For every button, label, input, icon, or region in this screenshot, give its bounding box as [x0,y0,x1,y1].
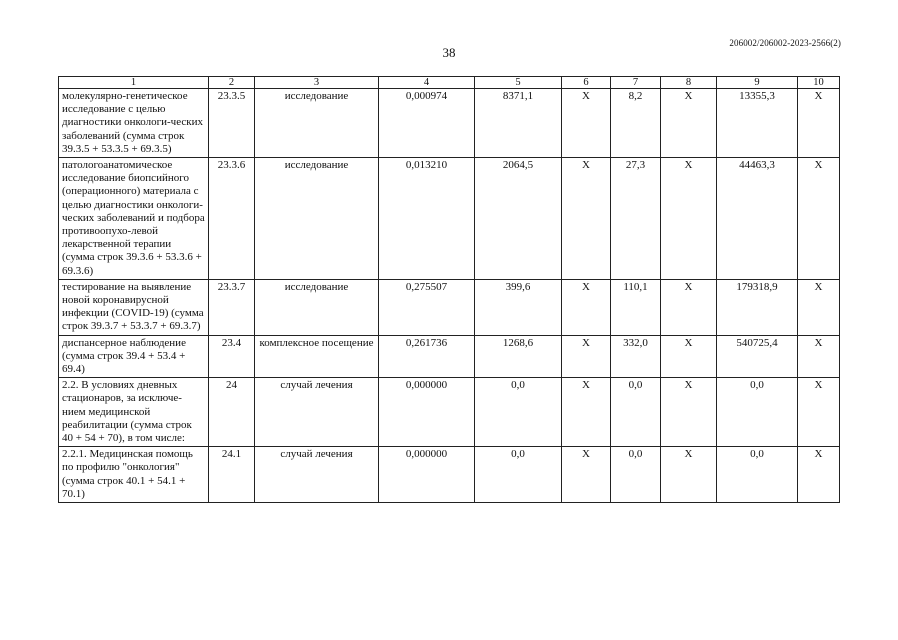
row-code-cell: 23.4 [209,335,255,378]
row-name-cell: молекулярно-генетическое исследование с целью диагностики онкологи-ческих заболеваний (сумма строк 39.3.5 + 53.3.5 + 69.3.5) [59,89,209,158]
table-cell: 179318,9 [717,279,798,335]
table-cell: 1268,6 [475,335,562,378]
table-cell: 0,0 [611,447,661,503]
table-row [59,447,840,503]
column-header: 9 [717,77,798,89]
table-row [59,378,840,447]
table-cell: 0,013210 [379,158,475,280]
column-number-row [59,77,840,89]
table-cell: X [798,447,840,503]
row-code-cell: 23.3.7 [209,279,255,335]
row-unit-cell: исследование [255,89,379,158]
table-cell: X [798,158,840,280]
document-id: 206002/206002-2023-2566(2) [729,38,841,48]
row-name-cell: тестирование на выявление новой коронавирусной инфекции (COVID-19) (сумма строк 39.3.7 + 53.3.7 + 69.3.7) [59,279,209,335]
row-unit-cell: исследование [255,158,379,280]
table-cell: 0,000000 [379,378,475,447]
table-cell: X [798,378,840,447]
column-header: 8 [661,77,717,89]
table-row [59,158,840,280]
row-code-cell: 23.3.6 [209,158,255,280]
table-cell: 399,6 [475,279,562,335]
data-table [58,76,840,503]
table-cell: X [661,378,717,447]
table-cell: X [661,89,717,158]
column-header: 5 [475,77,562,89]
table-cell: 0,000974 [379,89,475,158]
table-cell: 0,0 [717,378,798,447]
column-header: 1 [59,77,209,89]
table-cell: X [798,89,840,158]
row-code-cell: 24.1 [209,447,255,503]
table-cell: X [562,335,611,378]
table-cell: 2064,5 [475,158,562,280]
row-unit-cell: комплексное посещение [255,335,379,378]
row-code-cell: 23.3.5 [209,89,255,158]
table-cell: 0,000000 [379,447,475,503]
table-cell: 0,0 [717,447,798,503]
table-cell: X [661,158,717,280]
table-cell: X [798,279,840,335]
table-cell: 8371,1 [475,89,562,158]
table-cell: X [562,89,611,158]
row-name-cell: патологоанатомическое исследование биопсийного (операционного) материала с целью диагностики онкологи-ческих заболеваний и подбора противоопухо-левой лекарственной терапии (сумма строк 39.3.6 + 53.3.6 + 69.3.6) [59,158,209,280]
column-header: 4 [379,77,475,89]
table-row [59,279,840,335]
table-cell: 44463,3 [717,158,798,280]
row-unit-cell: случай лечения [255,378,379,447]
row-name-cell: диспансерное наблюдение (сумма строк 39.4 + 53.4 + 69.4) [59,335,209,378]
row-code-cell: 24 [209,378,255,447]
row-unit-cell: исследование [255,279,379,335]
table-cell: X [661,279,717,335]
table-cell: 540725,4 [717,335,798,378]
column-header: 10 [798,77,840,89]
column-header: 2 [209,77,255,89]
table-cell: 27,3 [611,158,661,280]
table-cell: 0,0 [475,378,562,447]
table-cell: 0,0 [475,447,562,503]
table-cell: 13355,3 [717,89,798,158]
table-cell: X [661,447,717,503]
table-cell: X [562,279,611,335]
column-header: 7 [611,77,661,89]
row-name-cell: 2.2. В условиях дневных стационаров, за исключе-нием медицинской реабилитации (сумма строк 40 + 54 + 70), в том числе: [59,378,209,447]
table-cell: 0,0 [611,378,661,447]
column-header: 3 [255,77,379,89]
row-name-cell: 2.2.1. Медицинская помощь по профилю "онкология" (сумма строк 40.1 + 54.1 + 70.1) [59,447,209,503]
table-cell: 0,275507 [379,279,475,335]
table-row [59,89,840,158]
table-row [59,335,840,378]
table-cell: 0,261736 [379,335,475,378]
table-cell: X [798,335,840,378]
table-cell: 332,0 [611,335,661,378]
table-cell: 8,2 [611,89,661,158]
column-header: 6 [562,77,611,89]
table-cell: X [562,378,611,447]
table-cell: 110,1 [611,279,661,335]
page-number: 38 [442,45,456,60]
table-cell: X [661,335,717,378]
row-unit-cell: случай лечения [255,447,379,503]
table-cell: X [562,447,611,503]
table-cell: X [562,158,611,280]
